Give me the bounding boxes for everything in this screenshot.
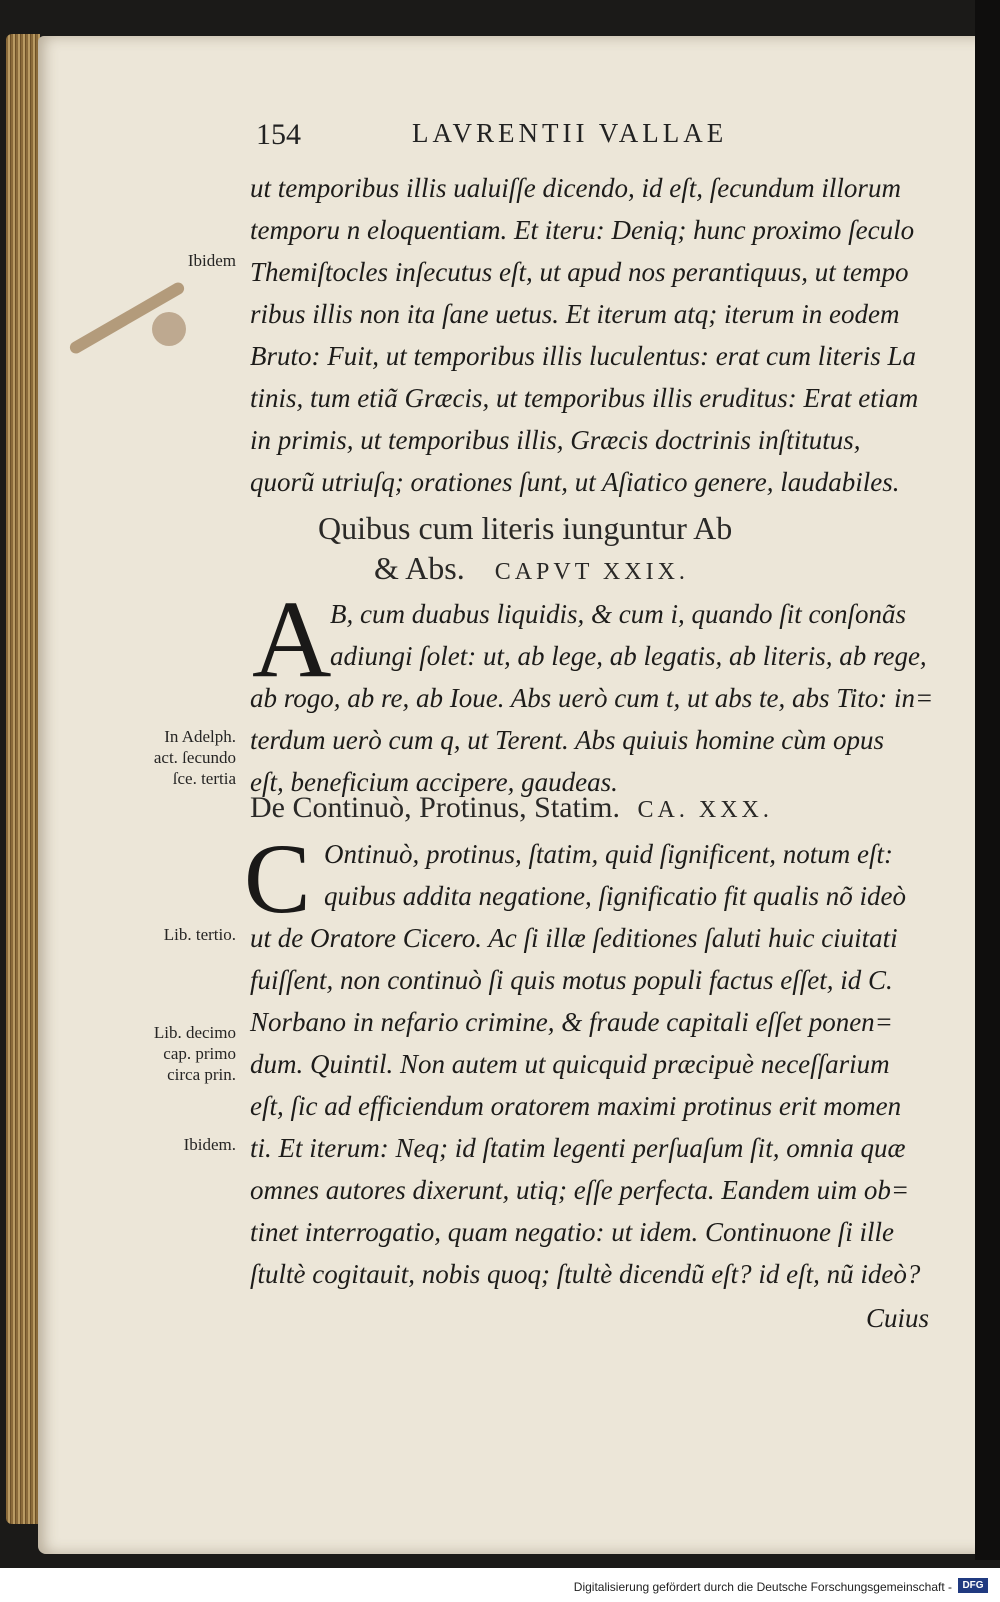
chapter-heading-cont xyxy=(374,548,689,588)
text-line: terdum uerò cum q, ut Terent. Abs quiuis homine cùm opus xyxy=(250,725,884,755)
text-line: temporu n eloquentiam. Et iteru: Deniq; hunc proximo ſeculo xyxy=(250,215,915,245)
running-header xyxy=(256,118,816,158)
chapter-number: CAPVT XXIX. xyxy=(494,559,689,585)
text-line: Norbano in nefario crimine, & fraude capitali eſſet ponen= xyxy=(250,1007,893,1037)
text-line: omnes autores dixerunt, utiq; eſſe perfecta. Eandem uim ob= xyxy=(250,1175,910,1205)
page-number: 154 xyxy=(256,118,301,151)
text-line: in primis, ut temporibus illis, Græcis doctrinis inſtitutus, xyxy=(250,425,861,455)
text-line: eſt, ſic ad efficiendum oratorem maximi protinus erit momen xyxy=(250,1091,902,1121)
footer-credit: Digitalisierung gefördert durch die Deutsche Forschungsgemeinschaft - xyxy=(573,1580,952,1594)
text-line: B, cum duabus liquidis, & cum i, quando ſit conſonãs xyxy=(330,599,906,629)
text-line: eſt, beneficium accipere, gaudeas. xyxy=(250,767,618,797)
text-line: ut de Oratore Cicero. Ac ſi illæ ſeditiones ſaluti huic ciuitati xyxy=(250,923,898,953)
text-line: ſtultè cogitauit, nobis quoq; ſtultè dicendũ eſt? id eſt, nũ ideò? xyxy=(250,1259,921,1289)
running-title: LAVRENTII VALLAE xyxy=(412,118,728,148)
chapter-heading: Quibus cum literis iunguntur Ab xyxy=(318,510,733,546)
dark-border xyxy=(975,0,1000,1560)
text-line: quibus addita negatione, ſignificatio fit qualis nõ ideò xyxy=(324,881,906,911)
text-line: tinet interrogatio, quam negatio: ut idem. Continuone ſi ille xyxy=(250,1217,894,1247)
margin-note: cap. primo xyxy=(163,1044,236,1063)
catchword: Cuius xyxy=(866,1303,930,1333)
drop-initial: A xyxy=(252,578,332,700)
margin-note: circa prin. xyxy=(167,1065,236,1084)
text-line: quorũ utriuſq; orationes ſunt, ut Aſiatico genere, laudabiles. xyxy=(250,467,900,497)
dfg-logo: DFG xyxy=(958,1578,988,1593)
text-line: tinis, tum etiã Græcis, ut temporibus illis eruditus: Erat etiam xyxy=(250,383,919,413)
book-edge xyxy=(6,34,40,1524)
drop-initial: C xyxy=(244,823,311,934)
margin-note: Ibidem. xyxy=(183,1135,236,1154)
footer-bar xyxy=(0,1568,1000,1602)
margin-note: Lib. tertio. xyxy=(163,925,236,944)
text-line: ti. Et iterum: Neq; id ſtatim legenti perſuaſum ſit, omnia quæ xyxy=(250,1133,906,1163)
text-line: fuiſſent, non continuò ſi quis motus populi factus eſſet, id C. xyxy=(250,965,893,995)
text-line: ab rogo, ab re, ab Ioue. Abs uerò cum t, ut abs te, abs Tito: in= xyxy=(250,683,934,713)
chapter-number: CA. XXX. xyxy=(637,797,773,823)
chapter-heading-title: De Continuò, Protinus, Statim. xyxy=(250,791,621,824)
text-line: Themiſtocles inſecutus eſt, ut apud nos perantiquus, ut tempo xyxy=(250,257,909,287)
text-line: ribus illis non ita ſane uetus. Et iterum atq; iterum in eodem xyxy=(250,299,900,329)
text-line: Bruto: Fuit, ut temporibus illis luculentus: erat cum literis La xyxy=(250,341,916,371)
text-line: adiungi ſolet: ut, ab lege, ab legatis, ab literis, ab rege, xyxy=(330,641,927,671)
margin-note: ſce. tertia xyxy=(172,769,236,788)
chapter-heading-2 xyxy=(250,788,773,828)
text-line: Ontinuò, protinus, ſtatim, quid ſignificent, notum eſt: xyxy=(324,839,893,869)
margin-note: Lib. decimo xyxy=(153,1023,236,1042)
text-line: ut temporibus illis ualuiſſe dicendo, id eſt, ſecundum illorum xyxy=(250,173,901,203)
margin-note: act. ſecundo xyxy=(153,748,236,767)
margin-note: Ibidem xyxy=(187,251,236,270)
text-line: dum. Quintil. Non autem ut quicquid præcipuè neceſſarium xyxy=(250,1049,890,1079)
margin-note: In Adelph. xyxy=(164,727,236,746)
chapter-heading-word: & Abs. xyxy=(374,550,465,586)
page-stain-blot xyxy=(152,312,186,346)
